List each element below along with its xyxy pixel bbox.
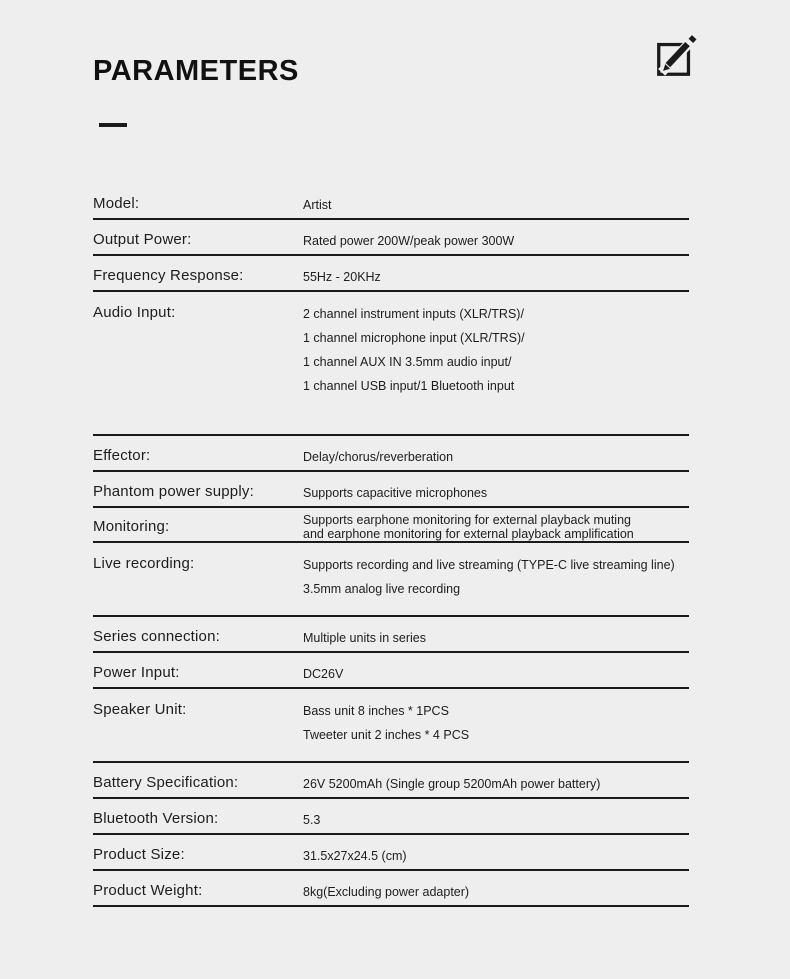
spec-value-line: DC26V — [303, 667, 344, 681]
spec-row — [93, 689, 689, 763]
spec-label: Phantom power supply: — [93, 483, 254, 500]
spec-value-line: 1 channel AUX IN 3.5mm audio input/ — [303, 355, 512, 369]
spec-label: Power Input: — [93, 664, 180, 681]
spec-value — [303, 484, 689, 501]
spec-label: Series connection: — [93, 628, 221, 645]
spec-row — [93, 835, 689, 871]
spec-value-line: and earphone monitoring for external playback amplification — [303, 526, 634, 541]
spec-value-line: 55Hz - 20KHz — [303, 270, 381, 284]
edit-icon — [653, 34, 699, 80]
spec-row — [93, 653, 689, 689]
spec-label: Speaker Unit: — [93, 701, 187, 718]
spec-value — [303, 702, 689, 743]
spec-row — [93, 543, 689, 617]
spec-value — [303, 448, 689, 465]
spec-row — [93, 292, 689, 436]
spec-value-line: Delay/chorus/reverberation — [303, 450, 454, 464]
spec-value-line: Tweeter unit 2 inches * 4 PCS — [303, 728, 470, 742]
spec-label: Live recording: — [93, 555, 195, 572]
spec-row — [93, 617, 689, 653]
spec-value — [303, 232, 689, 249]
spec-value — [303, 196, 689, 213]
spec-value — [303, 847, 689, 864]
spec-row — [93, 763, 689, 799]
spec-value-line: Bass unit 8 inches * 1PCS — [303, 704, 449, 718]
spec-value-line: Supports earphone monitoring for external playback muting — [303, 513, 631, 527]
spec-label: Product Weight: — [93, 882, 203, 899]
spec-value-line: 3.5mm analog live recording — [303, 582, 461, 596]
spec-value-line: 26V 5200mAh (Single group 5200mAh power battery) — [303, 777, 601, 791]
spec-label: Frequency Response: — [93, 267, 244, 284]
spec-value-line: Supports capacitive microphones — [303, 486, 488, 500]
header — [0, 0, 790, 127]
spec-row — [93, 436, 689, 472]
spec-value — [303, 268, 689, 285]
spec-value-line: 8kg(Excluding power adapter) — [303, 885, 470, 899]
spec-row — [93, 256, 689, 292]
spec-value — [303, 775, 689, 792]
spec-value — [303, 629, 689, 646]
spec-row — [93, 508, 689, 543]
spec-value-line: 1 channel USB input/1 Bluetooth input — [303, 379, 515, 393]
spec-row — [93, 190, 689, 220]
page-title: PARAMETERS — [93, 55, 299, 87]
spec-value-line: Artist — [303, 198, 332, 212]
spec-label: Effector: — [93, 447, 151, 464]
spec-row — [93, 799, 689, 835]
spec-label: Bluetooth Version: — [93, 810, 219, 827]
spec-value-line: Supports recording and live streaming (TYPE-C live streaming line) — [303, 558, 675, 572]
spec-label: Model: — [93, 195, 140, 212]
spec-value — [303, 883, 689, 900]
spec-row — [93, 472, 689, 508]
spec-table — [93, 190, 689, 907]
spec-value-line: 1 channel microphone input (XLR/TRS)/ — [303, 331, 525, 345]
spec-label: Output Power: — [93, 231, 192, 248]
spec-value — [303, 665, 689, 682]
spec-value-line: 5.3 — [303, 813, 321, 827]
spec-label: Product Size: — [93, 846, 185, 863]
spec-label: Audio Input: — [93, 304, 176, 321]
spec-value — [303, 514, 689, 541]
spec-value — [303, 811, 689, 828]
spec-value — [303, 305, 689, 394]
spec-value-line: 31.5x27x24.5 (cm) — [303, 849, 407, 863]
spec-value — [303, 556, 689, 597]
spec-value-line: 2 channel instrument inputs (XLR/TRS)/ — [303, 307, 524, 321]
spec-row — [93, 220, 689, 256]
spec-label: Battery Specification: — [93, 774, 239, 791]
title-underline-dash — [99, 123, 127, 127]
spec-label: Monitoring: — [93, 518, 170, 535]
spec-row — [93, 871, 689, 907]
spec-value-line: Multiple units in series — [303, 631, 426, 645]
spec-value-line: Rated power 200W/peak power 300W — [303, 234, 515, 248]
